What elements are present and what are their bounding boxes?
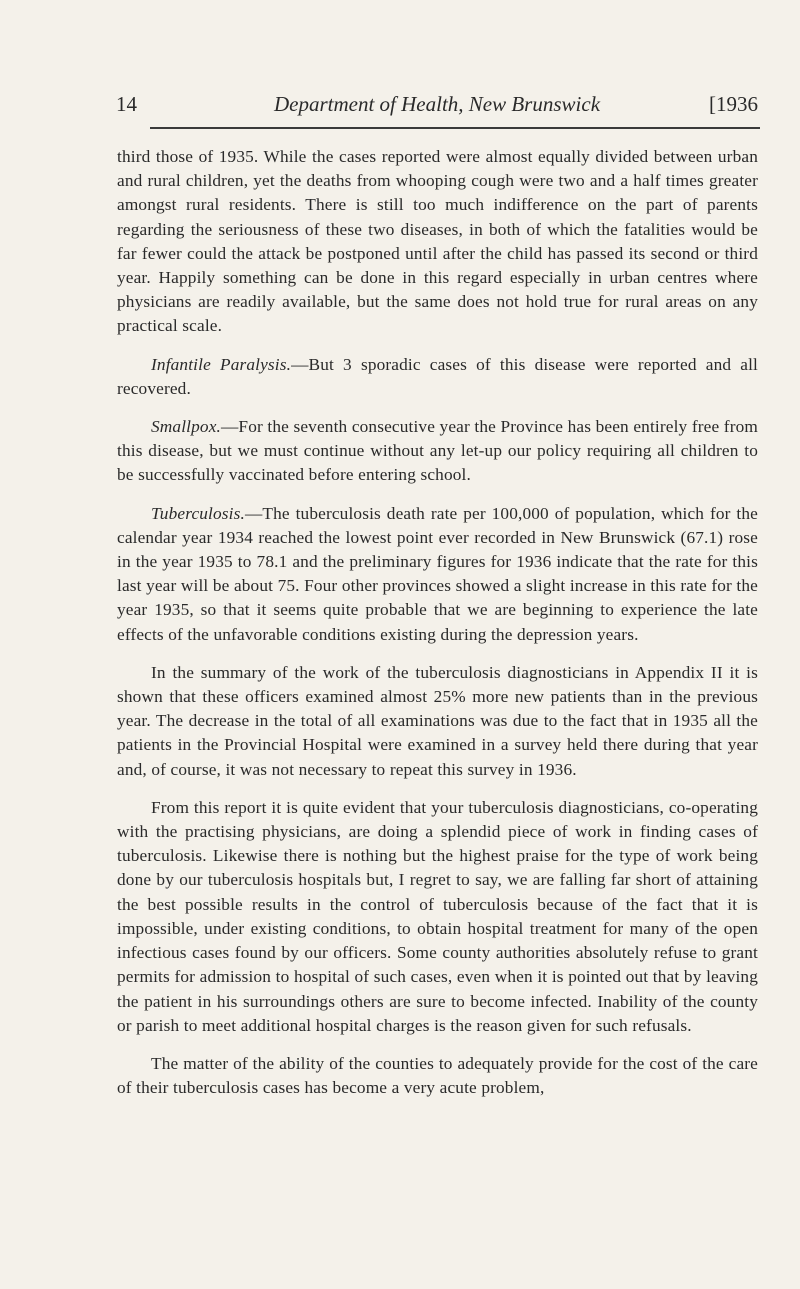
paragraph-text: —The tuberculosis death rate per 100,000 of population, which for the calendar year 1934 reached the lowest point ever recorded in New Brunswick (67.1) rose in the year 1935 to 78.1 and the preliminary figures for 1936 indicate that the rate for this last year will be about 75. Four other provinces showed a slight increase in this rate for the year 1935, so that it seems quite probable that we are beginning to experience the late effects of the unfavorable conditions existing during the depression years.	[117, 503, 758, 644]
header-rule	[150, 127, 760, 129]
paragraph-text: —For the seventh consecutive year the Province has been entirely free from this disease, but we must continue without any let-up our policy requiring all children to be successfully vaccinated before entering school.	[117, 417, 758, 485]
running-year: [1936	[709, 92, 758, 116]
section-heading: Tuberculosis.	[151, 503, 245, 523]
page-number: 14	[116, 92, 137, 116]
paragraph-smallpox	[117, 415, 758, 488]
paragraph-text: In the summary of the work of the tuberculosis diagnosticians in Appendix II it is shown that these officers examined almost 25% more new patients than in the previous year. The decrease in the total of all examinations was due to the fact that in 1935 all the patients in the Provincial Hospital were examined in a survey held there during that year and, of course, it was not necessary to repeat this survey in 1936.	[117, 662, 758, 779]
paragraph-text: —But 3 sporadic cases of this disease were reported and all recovered.	[117, 354, 758, 398]
paragraph-report	[117, 796, 758, 1038]
body-text	[117, 145, 758, 1114]
paragraph-tuberculosis	[117, 502, 758, 647]
section-heading: Infantile Paralysis.	[151, 354, 292, 374]
paragraph-counties	[117, 1052, 758, 1100]
paragraph-summary	[117, 661, 758, 782]
section-heading: Smallpox.	[151, 417, 221, 437]
paragraph-text: The matter of the ability of the counties to adequately provide for the cost of the care of their tuberculosis cases has become a very acute problem,	[117, 1053, 758, 1098]
running-title: Department of Health, New Brunswick	[273, 92, 601, 116]
paragraph-text: From this report it is quite evident that your tuberculosis diagnosticians, co-operating with the practising physicians, are doing a splendid piece of work in finding cases of tuberculosis. Likewise there is nothing but the highest praise for the type of work being done by our tuberculosis hospitals but, I regret to say, we are falling far short of attaining the best possible results in the control of tuberculosis because of the fact that it is impossible, under existing conditions, to obtain hospital treatment for many of the open infectious cases found by our officers. Some county authorities absolutely refuse to grant permits for admission to hospital of such cases, even when it is pointed out that by leaving the patient in his surroundings others are sure to become infected. Inability of the county or parish to meet additional hospital charges is the reason given for such refusals.	[117, 797, 758, 1035]
running-head	[116, 92, 758, 120]
paragraph-whooping-cough	[117, 145, 758, 339]
paragraph-text: third those of 1935. While the cases reported were almost equally divided between urban and rural children, yet the deaths from whooping cough were two and a half times greater amongst rural residents. There is still too much indifference on the part of parents regarding the seriousness of these two diseases, in both of which the fatalities would be far fewer could the attack be postponed until after the child has passed its second or third year. Happily something can be done in this regard especially in urban centres where physicians are readily available, but the same does not hold true for rural areas on any practical scale.	[117, 147, 758, 336]
paragraph-infantile-paralysis	[117, 353, 758, 401]
